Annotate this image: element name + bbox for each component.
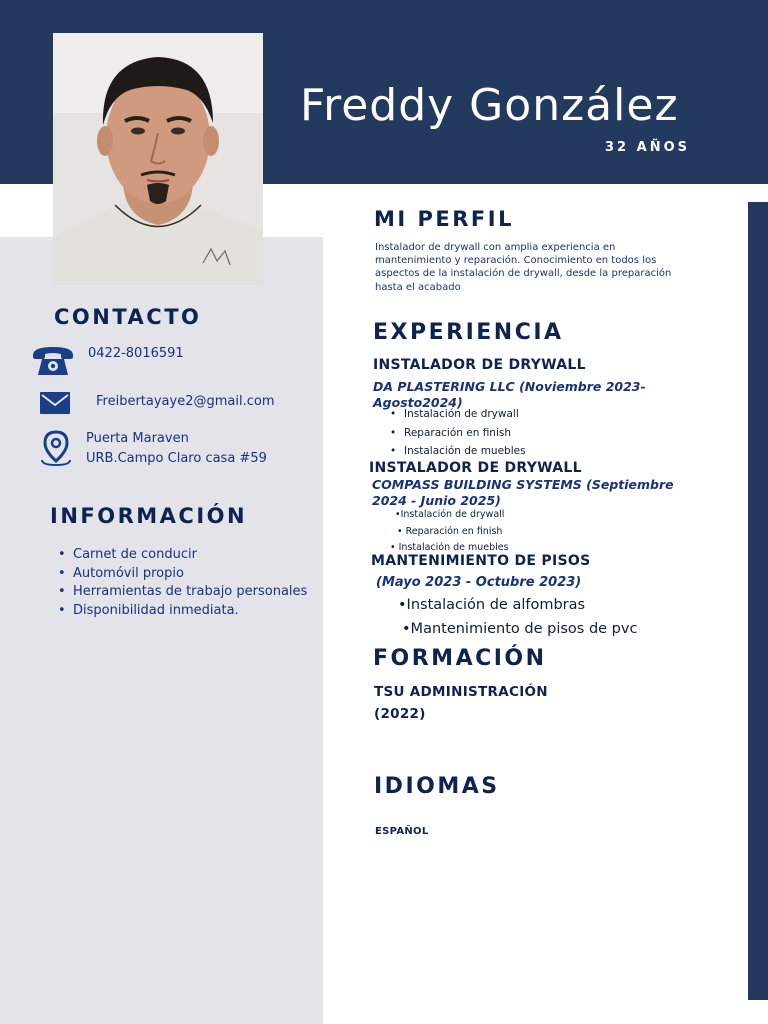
phone-icon bbox=[30, 343, 76, 377]
list-item: • Herramientas de trabajo personales bbox=[58, 583, 307, 602]
list-item: • Disponibilidad inmediata. bbox=[58, 602, 307, 621]
contact-email-row bbox=[40, 392, 274, 414]
languages-section-title: IDIOMAS bbox=[374, 774, 500, 799]
profile-line: Instalador de drywall con amplia experiencia en bbox=[375, 242, 616, 253]
list-item: • Automóvil propio bbox=[58, 565, 307, 584]
candidate-age: 32 AÑOS bbox=[605, 140, 690, 155]
list-item: •Instalación de alfombras bbox=[398, 597, 586, 613]
education-year: (2022) bbox=[374, 706, 426, 722]
list-item: • Reparación en finish bbox=[397, 525, 503, 537]
contact-section-title: CONTACTO bbox=[54, 305, 202, 329]
contact-address-row bbox=[40, 430, 267, 469]
job-1-company-line: Agosto2024) bbox=[373, 395, 463, 410]
language-item: ESPAÑOL bbox=[375, 826, 429, 837]
job-3-company-line: (Mayo 2023 - Octubre 2023) bbox=[376, 575, 582, 590]
profile-summary bbox=[375, 241, 690, 294]
list-item: •Instalación de drywall bbox=[395, 509, 505, 520]
job-2-company-line: 2024 - Junio 2025) bbox=[372, 493, 501, 508]
list-item: • Instalación de drywall bbox=[390, 405, 526, 424]
info-list bbox=[58, 546, 307, 620]
list-item: • Carnet de conducir bbox=[58, 546, 307, 565]
contact-email-text: Freibertayaye2@gmail.com bbox=[96, 394, 275, 409]
profile-photo bbox=[53, 33, 263, 285]
job-1-title: INSTALADOR DE DRYWALL bbox=[373, 357, 586, 373]
mail-icon bbox=[40, 392, 70, 414]
list-item: • Instalación de muebles bbox=[390, 442, 526, 461]
job-2-bullets bbox=[390, 507, 509, 557]
list-item: • Instalación de muebles bbox=[390, 542, 509, 553]
contact-phone-row bbox=[30, 343, 184, 377]
contact-address-line2: URB.Campo Claro casa #59 bbox=[86, 451, 267, 466]
profile-section-title: MI PERFIL bbox=[374, 207, 514, 231]
job-1-bullets bbox=[390, 405, 526, 461]
job-2-company-line: COMPASS BUILDING SYSTEMS (Septiembre bbox=[372, 477, 674, 492]
list-item: •Mantenimiento de pisos de pvc bbox=[402, 621, 638, 637]
right-accent-bar bbox=[748, 202, 768, 1000]
education-section-title: FORMACIÓN bbox=[373, 646, 547, 671]
list-item: • Reparación en finish bbox=[390, 424, 526, 443]
profile-line: hasta el acabado bbox=[375, 281, 461, 293]
job-3-company bbox=[376, 575, 581, 591]
job-2-company bbox=[372, 477, 674, 509]
candidate-name: Freddy González bbox=[300, 80, 679, 131]
education-degree: TSU ADMINISTRACIÓN bbox=[374, 684, 548, 700]
job-3-title: MANTENIMIENTO DE PISOS bbox=[371, 553, 591, 569]
location-pin-icon bbox=[40, 430, 72, 466]
contact-phone-text: 0422-8016591 bbox=[88, 346, 184, 361]
profile-line: mantenimiento y reparación. Conocimiento en todos los bbox=[375, 255, 657, 267]
profile-line: aspectos de la instalación de drywall, desde la preparación bbox=[375, 268, 672, 280]
job-2-title: INSTALADOR DE DRYWALL bbox=[369, 460, 582, 476]
info-section-title: INFORMACIÓN bbox=[50, 504, 248, 528]
experience-section-title: EXPERIENCIA bbox=[373, 320, 564, 345]
job-3-bullets bbox=[398, 593, 637, 641]
contact-address-line1: Puerta Maraven bbox=[86, 431, 189, 446]
job-1-company-line: DA PLASTERING LLC (Noviembre 2023- bbox=[373, 379, 646, 394]
